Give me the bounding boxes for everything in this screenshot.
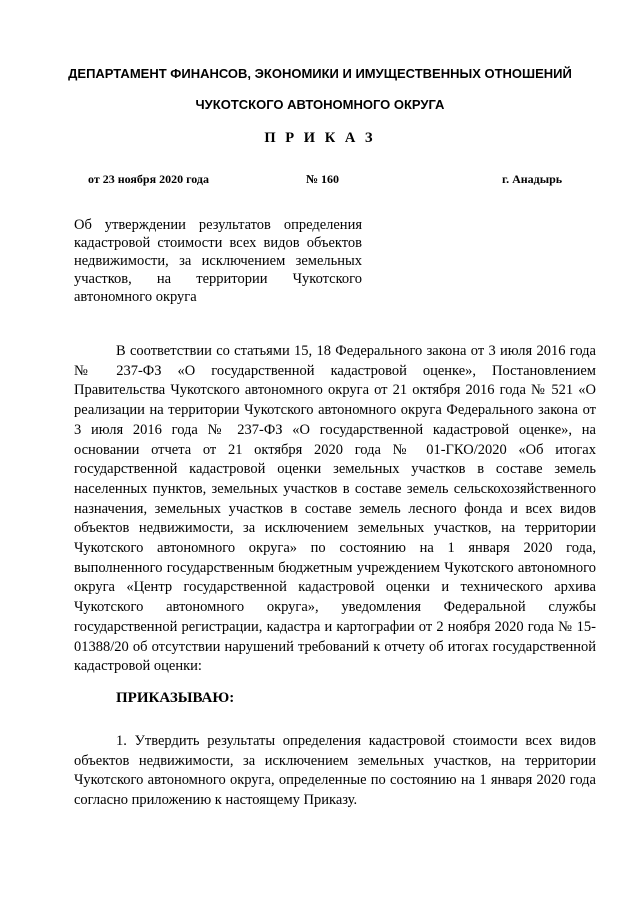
- item-1-paragraph: 1. Утвердить результаты определения кадастровой стоимости всех видов объектов недвижимости, за исключением земельных участков, на территории Чукотского автономного округа, определенные по состоянию на 1 января 2020 года согласно приложению к настоящему Приказу.: [74, 733, 596, 808]
- order-city: г. Анадырь: [502, 172, 563, 186]
- department-heading: ДЕПАРТАМЕНТ ФИНАНСОВ, ЭКОНОМИКИ И ИМУЩЕСТВЕННЫХ ОТНОШЕНИЙ: [68, 66, 572, 81]
- order-date: от 23 ноября 2020 года: [88, 172, 209, 186]
- region-heading: ЧУКОТСКОГО АВТОНОМНОГО ОКРУГА: [195, 97, 445, 112]
- preamble-paragraph: В соответствии со статьями 15, 18 Федерального закона от 3 июля 2016 года № 237-ФЗ «О государственной кадастровой оценке», Постановлением Правительства Чукотского автономного округа от 21 октября 2016 года № 521 «О реализации на территории Чукотского автономного округа Федерального закона от 3 июля 2016 года № 237-ФЗ «О государственной кадастровой оценке», на основании отчета от 21 октября 2020 года № 01-ГКО/2020 «Об итогах государственной кадастровой оценки земельных участков в составе земель населенных пунктов, земельных участков в составе земель сельскохозяйственного назначения, земельных участков в составе земель лесного фонда и всех видов объектов недвижимости, за исключением земельных участков, на территории Чукотского автономного округа» по состоянию на 1 января 2020 года, выполненного государственным бюджетным учреждением Чукотского автономного округа «Центр государственной кадастровой оценки и технического архива Чукотского автономного округа», уведомления Федеральной службы государственной регистрации, кадастра и картографии от 2 ноября 2020 года № 15-01388/20 об отсутствии нарушений требований к отчету об итогах государственной кадастровой оценки:: [74, 343, 596, 675]
- order-title: П Р И К А З: [264, 130, 376, 146]
- order-subject: Об утверждении результатов определения кадастровой стоимости всех видов объектов недвижимости, за исключением земельных участков, на территории Чукотского автономного округа: [74, 217, 362, 305]
- order-number: № 160: [306, 172, 340, 186]
- command-heading: ПРИКАЗЫВАЮ:: [116, 690, 235, 706]
